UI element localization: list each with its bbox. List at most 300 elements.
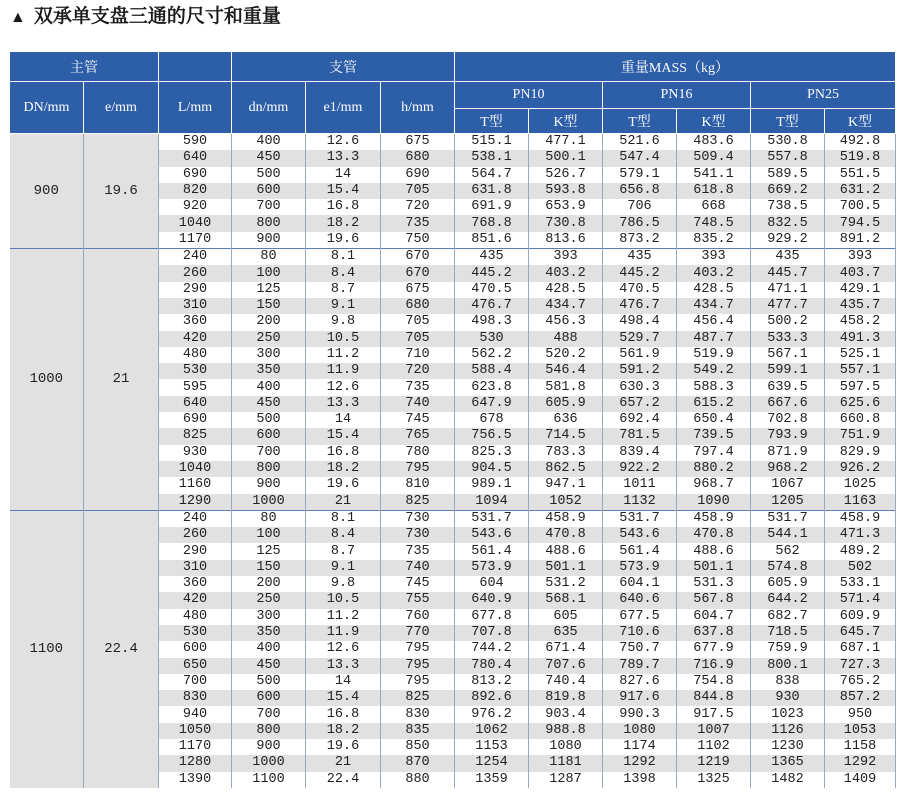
table-cell: 435 [751, 249, 825, 266]
table-cell: 795 [381, 658, 455, 674]
table-cell: 678 [455, 412, 529, 428]
table-cell: 682.7 [751, 609, 825, 625]
table-row [10, 249, 896, 266]
table-cell: 1050 [159, 723, 232, 739]
table-cell: 240 [159, 249, 232, 266]
table-cell: 700.5 [825, 199, 896, 215]
table-cell: 450 [232, 658, 306, 674]
header-pn16-t: T型 [603, 109, 677, 134]
table-cell: 1132 [603, 494, 677, 511]
table-header [10, 52, 896, 134]
table-cell: 12.6 [306, 134, 381, 151]
table-cell: 862.5 [529, 461, 603, 477]
table-cell: 541.1 [677, 167, 751, 183]
table-cell: 786.5 [603, 215, 677, 231]
table-cell: 839.4 [603, 445, 677, 461]
table-cell: 150 [232, 560, 306, 576]
table-cell: 445.2 [603, 265, 677, 281]
table-cell: 926.2 [825, 461, 896, 477]
table-cell: 1102 [677, 739, 751, 755]
table-cell: 903.4 [529, 706, 603, 722]
cell-dn: 1000 [10, 249, 84, 511]
table-cell: 530 [159, 625, 232, 641]
table-cell: 21 [306, 494, 381, 511]
table-cell: 15.4 [306, 183, 381, 199]
table-cell: 892.6 [455, 690, 529, 706]
table-cell: 393 [529, 249, 603, 266]
table-cell: 691.9 [455, 199, 529, 215]
table-cell: 520.2 [529, 347, 603, 363]
table-cell: 10.5 [306, 592, 381, 608]
table-cell: 530.8 [751, 134, 825, 151]
table-cell: 526.7 [529, 167, 603, 183]
table-cell: 480 [159, 609, 232, 625]
table-cell: 8.7 [306, 282, 381, 298]
table-cell: 615.2 [677, 396, 751, 412]
table-cell: 22.4 [306, 772, 381, 788]
table-cell: 795 [381, 461, 455, 477]
table-cell: 754.8 [677, 674, 751, 690]
table-cell: 640 [159, 150, 232, 166]
table-cell: 531.7 [751, 510, 825, 527]
table-cell: 561.9 [603, 347, 677, 363]
table-cell: 604.1 [603, 576, 677, 592]
table-cell: 873.2 [603, 232, 677, 249]
table-cell: 546.4 [529, 363, 603, 379]
table-cell: 525.1 [825, 347, 896, 363]
table-cell: 435 [455, 249, 529, 266]
table-cell: 593.8 [529, 183, 603, 199]
table-cell: 759.9 [751, 641, 825, 657]
table-cell: 730.8 [529, 215, 603, 231]
table-cell: 675 [381, 134, 455, 151]
table-cell: 829.9 [825, 445, 896, 461]
table-cell: 813.2 [455, 674, 529, 690]
table-cell: 13.3 [306, 150, 381, 166]
table-cell: 940 [159, 706, 232, 722]
table-cell: 844.8 [677, 690, 751, 706]
table-cell: 625.6 [825, 396, 896, 412]
table-cell: 653.9 [529, 199, 603, 215]
table-cell: 18.2 [306, 461, 381, 477]
table-cell: 1160 [159, 477, 232, 493]
table-cell: 740 [381, 560, 455, 576]
table-cell: 950 [825, 706, 896, 722]
table-cell: 1230 [751, 739, 825, 755]
table-cell: 538.1 [455, 150, 529, 166]
table-cell: 751.9 [825, 428, 896, 444]
table-cell: 458.2 [825, 314, 896, 330]
table-cell: 702.8 [751, 412, 825, 428]
table-cell: 403.7 [825, 265, 896, 281]
table-cell: 498.3 [455, 314, 529, 330]
table-cell: 750.7 [603, 641, 677, 657]
header-pn16-k: K型 [677, 109, 751, 134]
table-cell: 471.3 [825, 527, 896, 543]
header-pn10-t: T型 [455, 109, 529, 134]
table-cell: 9.1 [306, 298, 381, 314]
table-cell: 1158 [825, 739, 896, 755]
table-cell: 825 [381, 494, 455, 511]
table-cell: 827.6 [603, 674, 677, 690]
table-cell: 976.2 [455, 706, 529, 722]
header-pn10: PN10 [455, 82, 603, 109]
table-cell: 720 [381, 363, 455, 379]
table-cell: 800 [232, 215, 306, 231]
table-cell: 1067 [751, 477, 825, 493]
table-cell: 800 [232, 461, 306, 477]
table-cell: 531.7 [455, 510, 529, 527]
table-cell: 795 [381, 674, 455, 690]
table-cell: 690 [381, 167, 455, 183]
table-cell: 645.7 [825, 625, 896, 641]
table-cell: 80 [232, 510, 306, 527]
table-cell: 11.2 [306, 347, 381, 363]
table-cell: 456.3 [529, 314, 603, 330]
table-cell: 403.2 [677, 265, 751, 281]
table-cell: 500 [232, 674, 306, 690]
table-cell: 470.5 [455, 282, 529, 298]
table-cell: 714.5 [529, 428, 603, 444]
table-cell: 795 [381, 641, 455, 657]
table-cell: 727.3 [825, 658, 896, 674]
table-cell: 350 [232, 363, 306, 379]
table-cell: 476.7 [603, 298, 677, 314]
table-cell: 489.2 [825, 543, 896, 559]
table-cell: 557.8 [751, 150, 825, 166]
table-cell: 310 [159, 298, 232, 314]
table-cell: 710 [381, 347, 455, 363]
table-cell: 819.8 [529, 690, 603, 706]
table-cell: 533.1 [825, 576, 896, 592]
table-cell: 599.1 [751, 363, 825, 379]
table-cell: 730 [381, 527, 455, 543]
table-cell: 900 [232, 477, 306, 493]
table-cell: 745 [381, 576, 455, 592]
table-cell: 579.1 [603, 167, 677, 183]
table-cell: 420 [159, 592, 232, 608]
table-cell: 519.8 [825, 150, 896, 166]
table-cell: 573.9 [603, 560, 677, 576]
table-cell: 990.3 [603, 706, 677, 722]
table-cell: 657.2 [603, 396, 677, 412]
table-cell: 644.2 [751, 592, 825, 608]
header-dn: DN/mm [10, 82, 84, 134]
table-cell: 1100 [232, 772, 306, 788]
header-pn10-k: K型 [529, 109, 603, 134]
table-cell: 770 [381, 625, 455, 641]
table-cell: 12.6 [306, 641, 381, 657]
table-cell: 1292 [825, 755, 896, 771]
table-cell: 1390 [159, 772, 232, 788]
table-cell: 1007 [677, 723, 751, 739]
table-cell: 19.6 [306, 232, 381, 249]
table-cell: 360 [159, 314, 232, 330]
table-cell: 1153 [455, 739, 529, 755]
table-cell: 605.9 [529, 396, 603, 412]
table-cell: 300 [232, 347, 306, 363]
header-mass: 重量MASS（kg） [455, 52, 896, 82]
table-cell: 947.1 [529, 477, 603, 493]
table-cell: 930 [159, 445, 232, 461]
table-cell: 789.7 [603, 658, 677, 674]
cell-dn: 1100 [10, 510, 84, 788]
table-cell: 635 [529, 625, 603, 641]
table-cell: 670 [381, 265, 455, 281]
table-cell: 530 [455, 331, 529, 347]
table-cell: 917.5 [677, 706, 751, 722]
table-cell: 705 [381, 314, 455, 330]
table-cell: 480 [159, 347, 232, 363]
table-cell: 1126 [751, 723, 825, 739]
table-cell: 783.3 [529, 445, 603, 461]
table-cell: 600 [232, 428, 306, 444]
table-cell: 706 [603, 199, 677, 215]
table-cell: 800 [232, 723, 306, 739]
table-cell: 748.5 [677, 215, 751, 231]
table-cell: 498.4 [603, 314, 677, 330]
table-cell: 531.3 [677, 576, 751, 592]
table-cell: 14 [306, 674, 381, 690]
table-cell: 671.4 [529, 641, 603, 657]
table-cell: 200 [232, 314, 306, 330]
page-title [10, 6, 281, 28]
table-cell: 200 [232, 576, 306, 592]
table-cell: 360 [159, 576, 232, 592]
table-cell: 571.4 [825, 592, 896, 608]
table-cell: 456.4 [677, 314, 751, 330]
table-cell: 561.4 [603, 543, 677, 559]
table-cell: 738.5 [751, 199, 825, 215]
table-cell: 1040 [159, 461, 232, 477]
table-cell: 650 [159, 658, 232, 674]
table-cell: 640 [159, 396, 232, 412]
table-cell: 470.8 [677, 527, 751, 543]
header-pn25-t: T型 [751, 109, 825, 134]
table-cell: 968.7 [677, 477, 751, 493]
table-cell: 501.1 [529, 560, 603, 576]
table-cell: 1053 [825, 723, 896, 739]
table-cell: 1398 [603, 772, 677, 788]
table-cell: 8.4 [306, 265, 381, 281]
table-cell: 16.8 [306, 706, 381, 722]
table-cell: 680 [381, 150, 455, 166]
table-cell: 403.2 [529, 265, 603, 281]
table-cell: 668 [677, 199, 751, 215]
header-pn25: PN25 [751, 82, 896, 109]
dimension-weight-table [9, 51, 896, 788]
table-cell: 880.2 [677, 461, 751, 477]
table-cell: 290 [159, 543, 232, 559]
table-cell: 904.5 [455, 461, 529, 477]
cell-e: 19.6 [84, 134, 159, 249]
table-cell: 8.1 [306, 249, 381, 266]
table-cell: 677.9 [677, 641, 751, 657]
table-cell: 1090 [677, 494, 751, 511]
table-cell: 650.4 [677, 412, 751, 428]
table-cell: 605 [529, 609, 603, 625]
table-cell: 740.4 [529, 674, 603, 690]
table-cell: 501.1 [677, 560, 751, 576]
table-cell: 591.2 [603, 363, 677, 379]
table-cell: 11.9 [306, 625, 381, 641]
table-cell: 1062 [455, 723, 529, 739]
table-cell: 604 [455, 576, 529, 592]
table-cell: 707.8 [455, 625, 529, 641]
table-cell: 1163 [825, 494, 896, 511]
table-cell: 589.5 [751, 167, 825, 183]
table-cell: 11.9 [306, 363, 381, 379]
cell-e: 22.4 [84, 510, 159, 788]
table-cell: 1205 [751, 494, 825, 511]
table-cell: 574.8 [751, 560, 825, 576]
table-cell: 450 [232, 150, 306, 166]
table-cell: 1080 [603, 723, 677, 739]
table-cell: 871.9 [751, 445, 825, 461]
table-cell: 300 [232, 609, 306, 625]
table-cell: 1174 [603, 739, 677, 755]
table-cell: 429.1 [825, 282, 896, 298]
table-cell: 547.4 [603, 150, 677, 166]
table-cell: 9.1 [306, 560, 381, 576]
table-cell: 434.7 [529, 298, 603, 314]
table-cell: 630.3 [603, 379, 677, 395]
table-cell: 922.2 [603, 461, 677, 477]
table-cell: 483.6 [677, 134, 751, 151]
table-cell: 920 [159, 199, 232, 215]
table-cell: 830 [159, 690, 232, 706]
cell-dn: 900 [10, 134, 84, 249]
table-cell: 604.7 [677, 609, 751, 625]
table-cell: 600 [232, 690, 306, 706]
table-cell: 1280 [159, 755, 232, 771]
table-cell: 250 [232, 331, 306, 347]
table-cell: 1170 [159, 232, 232, 249]
table-cell: 600 [232, 183, 306, 199]
table-cell: 1170 [159, 739, 232, 755]
table-cell: 745 [381, 412, 455, 428]
table-cell: 636 [529, 412, 603, 428]
table-cell: 8.7 [306, 543, 381, 559]
table-cell: 670 [381, 249, 455, 266]
table-cell: 428.5 [529, 282, 603, 298]
header-h: h/mm [381, 82, 455, 134]
table-cell: 780 [381, 445, 455, 461]
header-L: L/mm [159, 82, 232, 134]
table-cell: 647.9 [455, 396, 529, 412]
table-cell: 640.6 [603, 592, 677, 608]
table-cell: 471.1 [751, 282, 825, 298]
table-cell: 125 [232, 282, 306, 298]
table-cell: 80 [232, 249, 306, 266]
table-row [10, 510, 896, 527]
table-cell: 692.4 [603, 412, 677, 428]
table-cell: 656.8 [603, 183, 677, 199]
table-cell: 690 [159, 167, 232, 183]
table-cell: 564.7 [455, 167, 529, 183]
table-cell: 445.7 [751, 265, 825, 281]
table-cell: 718.5 [751, 625, 825, 641]
table-cell: 487.7 [677, 331, 751, 347]
table-cell: 768.8 [455, 215, 529, 231]
table-cell: 450 [232, 396, 306, 412]
table-cell: 765.2 [825, 674, 896, 690]
table-cell: 929.2 [751, 232, 825, 249]
table-cell: 458.9 [529, 510, 603, 527]
table-cell: 900 [232, 232, 306, 249]
table-cell: 500.2 [751, 314, 825, 330]
table-cell: 835.2 [677, 232, 751, 249]
table-cell: 988.8 [529, 723, 603, 739]
table-cell: 756.5 [455, 428, 529, 444]
table-cell: 531.7 [603, 510, 677, 527]
table-cell: 588.4 [455, 363, 529, 379]
table-cell: 567.8 [677, 592, 751, 608]
table-cell: 700 [232, 199, 306, 215]
table-cell: 18.2 [306, 723, 381, 739]
table-cell: 989.1 [455, 477, 529, 493]
table-cell: 19.6 [306, 739, 381, 755]
table-cell: 830 [381, 706, 455, 722]
table-cell: 597.5 [825, 379, 896, 395]
table-cell: 605.9 [751, 576, 825, 592]
table-cell: 739.5 [677, 428, 751, 444]
table-cell: 1325 [677, 772, 751, 788]
header-e: e/mm [84, 82, 159, 134]
table-cell: 400 [232, 134, 306, 151]
table-cell: 581.8 [529, 379, 603, 395]
table-cell: 1025 [825, 477, 896, 493]
table-cell: 1409 [825, 772, 896, 788]
table-cell: 310 [159, 560, 232, 576]
table-cell: 850 [381, 739, 455, 755]
table-cell: 705 [381, 331, 455, 347]
table-cell: 533.3 [751, 331, 825, 347]
table-cell: 16.8 [306, 445, 381, 461]
table-cell: 1254 [455, 755, 529, 771]
table-cell: 521.6 [603, 134, 677, 151]
table-cell: 851.6 [455, 232, 529, 249]
table-cell: 544.1 [751, 527, 825, 543]
table-cell: 567.1 [751, 347, 825, 363]
table-cell: 420 [159, 331, 232, 347]
table-cell: 519.9 [677, 347, 751, 363]
table-cell: 793.9 [751, 428, 825, 444]
table-cell: 1181 [529, 755, 603, 771]
table-cell: 260 [159, 265, 232, 281]
table-cell: 800.1 [751, 658, 825, 674]
table-cell: 445.2 [455, 265, 529, 281]
table-cell: 600 [159, 641, 232, 657]
table-cell: 669.2 [751, 183, 825, 199]
table-cell: 14 [306, 412, 381, 428]
table-cell: 21 [306, 755, 381, 771]
header-main-pipe: 主管 [10, 52, 159, 82]
table-cell: 680 [381, 298, 455, 314]
table-cell: 797.4 [677, 445, 751, 461]
table-cell: 477.7 [751, 298, 825, 314]
table-cell: 290 [159, 282, 232, 298]
table-cell: 250 [232, 592, 306, 608]
table-cell: 880 [381, 772, 455, 788]
table-cell: 1292 [603, 755, 677, 771]
table-cell: 900 [232, 739, 306, 755]
header-pn25-k: K型 [825, 109, 896, 134]
table-cell: 529.7 [603, 331, 677, 347]
table-cell: 500 [232, 167, 306, 183]
table-cell: 488.6 [677, 543, 751, 559]
table-cell: 434.7 [677, 298, 751, 314]
